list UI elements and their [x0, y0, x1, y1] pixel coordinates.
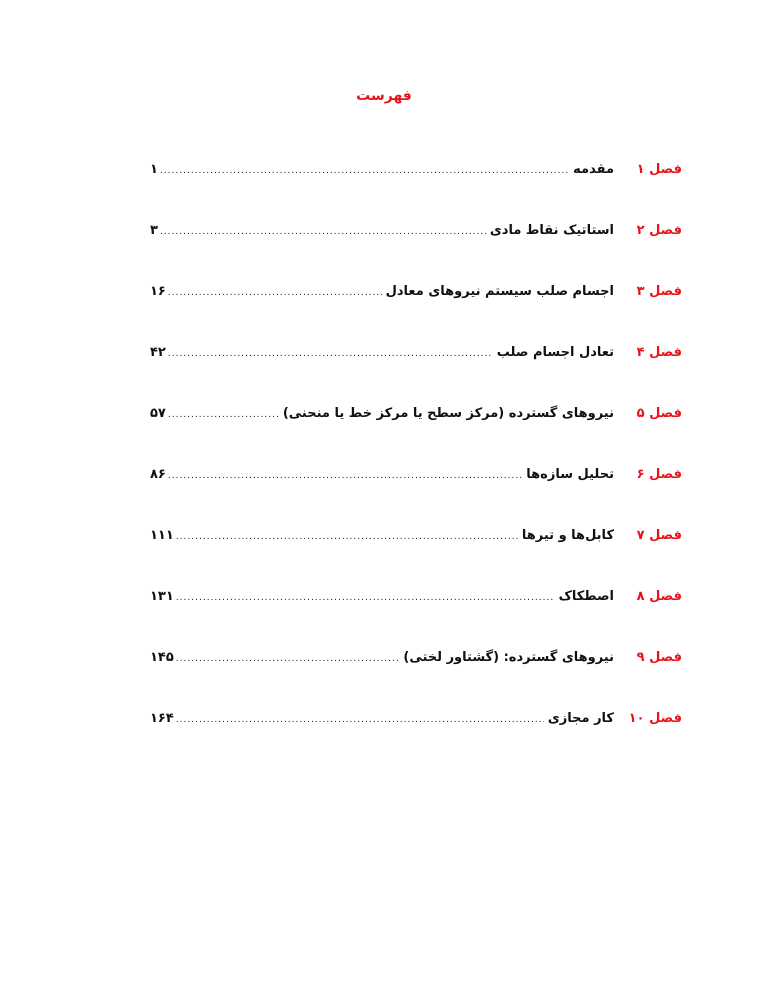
dot-leader [176, 532, 518, 542]
chapter-title: کابل‌ها و تیرها [521, 528, 614, 543]
chapter-label: فصل ۱۰ [628, 711, 682, 726]
chapter-title: اجسام صلب سیستم نیروهای معادل [385, 284, 614, 299]
toc-entry [150, 406, 614, 421]
chapter-label: فصل ۲ [636, 223, 682, 238]
chapter-label: فصل ۳ [636, 284, 682, 299]
dot-leader [160, 166, 569, 176]
page-number: ۱۳۱ [150, 589, 174, 604]
chapter-label: فصل ۸ [636, 589, 682, 604]
page-number: ۱۶ [150, 284, 166, 299]
chapter-label: فصل ۶ [636, 467, 682, 482]
toc-title: فهرست [356, 88, 412, 104]
dot-leader [176, 593, 555, 603]
toc-entry [150, 467, 614, 482]
toc-row-2 [150, 217, 682, 278]
chapter-title: تعادل اجسام صلب [496, 345, 614, 360]
table-of-contents [150, 156, 682, 766]
chapter-label: فصل ۹ [636, 650, 682, 665]
dot-leader [160, 227, 486, 237]
toc-row-8 [150, 583, 682, 644]
chapter-title: کار مجازی [547, 711, 614, 726]
chapter-label: فصل ۵ [636, 406, 682, 421]
chapter-title: نیروهای گسترده (مرکز سطح یا مرکز خط یا منحنی) [282, 406, 614, 421]
dot-leader [168, 471, 522, 481]
chapter-title: نیروهای گسترده: (گشتاور لختی) [403, 650, 614, 665]
chapter-label: فصل ۷ [636, 528, 682, 543]
toc-entry [150, 223, 614, 238]
page-number: ۱۱۱ [150, 528, 174, 543]
toc-row-7 [150, 522, 682, 583]
toc-row-3 [150, 278, 682, 339]
chapter-label: فصل ۱ [636, 162, 682, 177]
page-number: ۱۴۵ [150, 650, 174, 665]
page-number: ۱۶۴ [150, 711, 174, 726]
chapter-title: مقدمه [573, 162, 614, 177]
toc-entry [150, 650, 614, 665]
dot-leader [168, 349, 493, 359]
toc-row-9 [150, 644, 682, 705]
dot-leader [168, 410, 279, 420]
toc-row-6 [150, 461, 682, 522]
toc-entry [150, 162, 614, 177]
page-number: ۱ [150, 162, 158, 177]
toc-entry [150, 345, 614, 360]
chapter-label: فصل ۴ [636, 345, 682, 360]
toc-row-10 [150, 705, 682, 766]
dot-leader [168, 288, 382, 298]
chapter-title: تحلیل سازه‌ها [526, 467, 614, 482]
page-number: ۳ [150, 223, 158, 238]
toc-row-5 [150, 400, 682, 461]
toc-entry [150, 711, 614, 726]
chapter-title: اصطکاک [558, 589, 614, 604]
toc-entry [150, 589, 614, 604]
toc-entry [150, 284, 614, 299]
toc-row-4 [150, 339, 682, 400]
toc-entry [150, 528, 614, 543]
dot-leader [176, 654, 400, 664]
chapter-title: استاتیک نقاط مادی [489, 223, 614, 238]
page-number: ۵۷ [150, 406, 166, 421]
toc-row-1 [150, 156, 682, 217]
page-number: ۴۲ [150, 345, 166, 360]
dot-leader [176, 715, 544, 725]
page-number: ۸۶ [150, 467, 166, 482]
